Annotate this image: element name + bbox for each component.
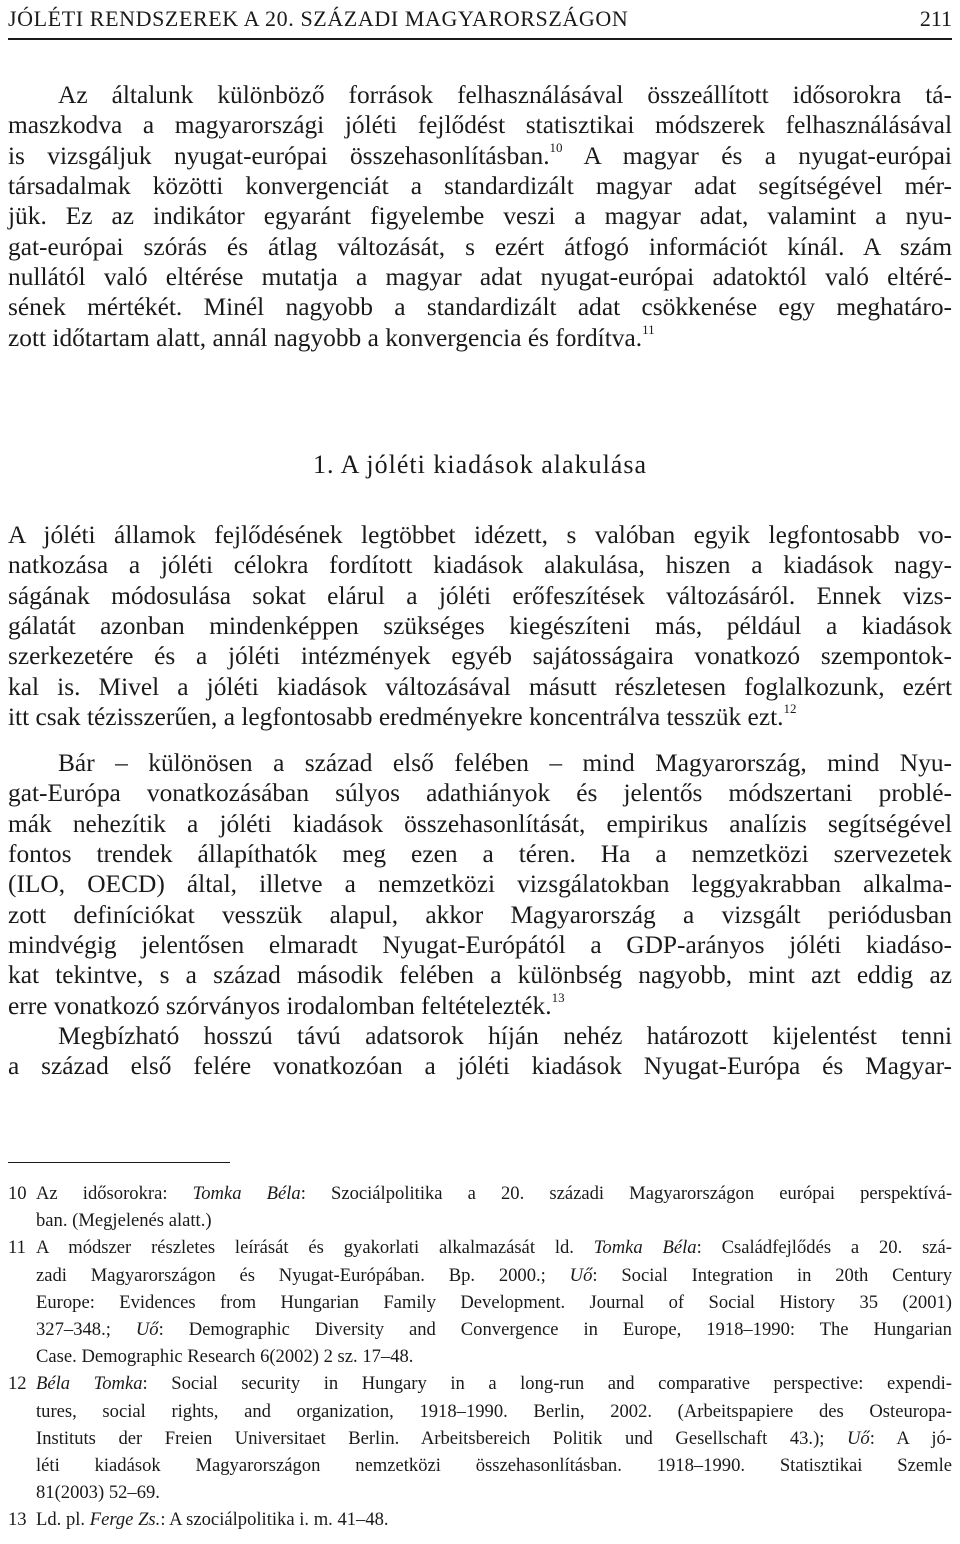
text-line: fontos trendek állapíthatók meg ezen a téren. Ha a nemzetközi szervezetek xyxy=(8,840,952,869)
footnote-13: 13 Ld. pl. Ferge Zs.: A szociálpolitika i. m. 41–48. xyxy=(8,1506,952,1533)
footnote-line: ban. (Megjelenés alatt.) xyxy=(36,1210,212,1232)
footnote-line: tures, social rights, and organization, 1918–1990. Berlin, 2002. (Arbeitspapiere des Osteuropa- xyxy=(36,1400,952,1422)
text-line: zott időtartam alatt, annál nagyobb a konvergencia és fordítva.$^{11}$ xyxy=(8,321,655,352)
text-line: maszkodva a magyarországi jóléti fejlődést statisztikai módszerek felhasználásával xyxy=(8,111,952,140)
running-head: JÓLÉTI RENDSZEREK A 20. SZÁZADI MAGYARORSZÁGON xyxy=(8,6,629,31)
text-line: Bár – különösen a század első felében – mind Magyarország, mind Nyu- xyxy=(58,749,952,777)
text-line: mák nehezítik a jóléti kiadások összehasonlítását, empirikus analízis segítségével xyxy=(8,809,952,838)
text-line: gat-Európa vonatkozásában súlyos adathiányok és jelentős módszertani problé- xyxy=(8,779,952,808)
footnote-line: 81(2003) 52–69. xyxy=(36,1482,160,1504)
text-line: is vizsgáljuk nyugat-európai összehasonlításban.$^{10}$ A magyar és a nyugat-európai xyxy=(8,139,952,170)
text-line: (ILO, OECD) által, illetve a nemzetközi vizsgálatokban leggyakrabban alkalma- xyxy=(8,870,952,899)
text-line: erre vonatkozó szórványos irodalomban feltételezték.$^{13}$ xyxy=(8,989,565,1020)
section-heading: 1. A jóléti kiadások alakulása xyxy=(313,450,647,479)
text-line: gálatát azonban mindenképpen szükséges kiegészíteni más, például a kiadások xyxy=(8,612,952,641)
footnote-divider xyxy=(8,1162,230,1163)
footnote-12: 12 Béla Tomka: Social security in Hungary in a long-run and comparative perspective: expendi- xyxy=(8,1370,952,1397)
text-line: A jóléti államok fejlődésének legtöbbet idézett, s valóban egyik legfontosabb vo- xyxy=(8,521,952,549)
page-header xyxy=(8,2,952,40)
text-line: Az általunk különböző források felhasználásával összeállított idősorokra tá- xyxy=(58,81,952,109)
text-line: sének mértékét. Minél nagyobb a standardizált adat csökkenése egy meghatáro- xyxy=(8,293,952,322)
text-line: mindvégig jelentősen elmaradt Nyugat-Európától a GDP-arányos jóléti kiadáso- xyxy=(8,931,952,960)
paragraph-welfare-expenditure xyxy=(8,520,952,732)
footnote-ref-11[interactable]: 11 xyxy=(642,321,655,337)
paragraph-data-gaps xyxy=(8,748,952,1021)
text-line: nullától való eltérése mutatja a magyar adat nyugat-európai adatoktól való eltéré- xyxy=(8,263,952,292)
footnote-line: léti kiadások Magyarországon nemzetközi összehasonlításban. 1918–1990. Statisztikai Szemle xyxy=(36,1455,952,1477)
text-line: kat tekintve, s a század második felében a különbség nagyobb, mint azt eddig az xyxy=(8,961,952,990)
text-line: Megbízható hosszú távú adatsorok híján nehéz határozott kijelentést tenni xyxy=(58,1022,952,1050)
footnote-ref-13[interactable]: 13 xyxy=(551,989,565,1005)
text-line: ságának módosulása sokat elárul a jóléti erőfeszítések változásáról. Ennek vizs- xyxy=(8,581,952,610)
text-line: szerkezetére és a jóléti intézmények egyéb sajátosságaira vonatkozó szempontok- xyxy=(8,642,952,671)
paragraph-intro xyxy=(8,80,952,353)
footnotes xyxy=(8,1180,952,1534)
footnote-number: 12 xyxy=(8,1373,27,1395)
footnote-number: 13 xyxy=(8,1509,27,1531)
text-line: zott definíciókat vesszük alapul, akkor Magyarország a vizsgált periódusban xyxy=(8,900,952,929)
text-line: itt csak tézisszerűen, a legfontosabb eredményekre koncentrálva tesszük ezt.$^{12}$ xyxy=(8,701,797,732)
footnote-number: 11 xyxy=(8,1237,26,1259)
footnote-10: 10 Az idősorokra: Tomka Béla: Szociálpolitika a 20. századi Magyarországon európai perspektívá- xyxy=(8,1180,952,1207)
footnote-ref-12[interactable]: 12 xyxy=(783,701,797,717)
footnote-line: 327–348.; Uő: Demographic Diversity and Convergence in Europe, 1918–1990: The Hungarian xyxy=(36,1319,952,1341)
text-line: jük. Ez az indikátor egyaránt figyelembe veszi a magyar adat, valamint a nyu- xyxy=(8,202,952,231)
footnote-line: Europe: Evidences from Hungarian Family Development. Journal of Social History 35 (2001) xyxy=(36,1291,952,1313)
footnote-line: Case. Demographic Research 6(2002) 2 sz. 17–48. xyxy=(36,1346,414,1368)
footnote-number: 10 xyxy=(8,1183,27,1204)
text-line: a század első felére vonatkozóan a jóléti kiadások Nyugat-Európa és Magyar- xyxy=(8,1052,952,1081)
page-number: 211 xyxy=(919,6,952,31)
text-line: társadalmak közötti konvergenciát a standardizált magyar adat segítségével mér- xyxy=(8,172,952,201)
text-line: gat-európai szórás és átlag változását, s ezért átfogó információt kínál. A szám xyxy=(8,232,952,261)
text-line: kal is. Mivel a jóléti kiadások változásával másutt részletesen foglalkozunk, ezért xyxy=(8,672,952,701)
footnote-line: Instituts der Freien Universitaet Berlin. Arbeitsbereich Politik und Gesellschaft 43.); Uő: A jó- xyxy=(36,1427,952,1449)
paragraph-long-run-data xyxy=(8,1021,952,1082)
footnote-ref-10[interactable]: 10 xyxy=(549,139,563,155)
text-line: natkozása a jóléti célokra fordított kiadások alakulása, hiszen a kiadások nagy- xyxy=(8,551,952,580)
footnote-line: zadi Magyarországon és Nyugat-Európában. Bp. 2000.; Uő: Social Integration in 20th Century xyxy=(36,1264,952,1286)
footnote-11: 11 A módszer részletes leírását és gyakorlati alkalmazását ld. Tomka Béla: Családfejlődés a 20. szá- xyxy=(8,1234,952,1261)
